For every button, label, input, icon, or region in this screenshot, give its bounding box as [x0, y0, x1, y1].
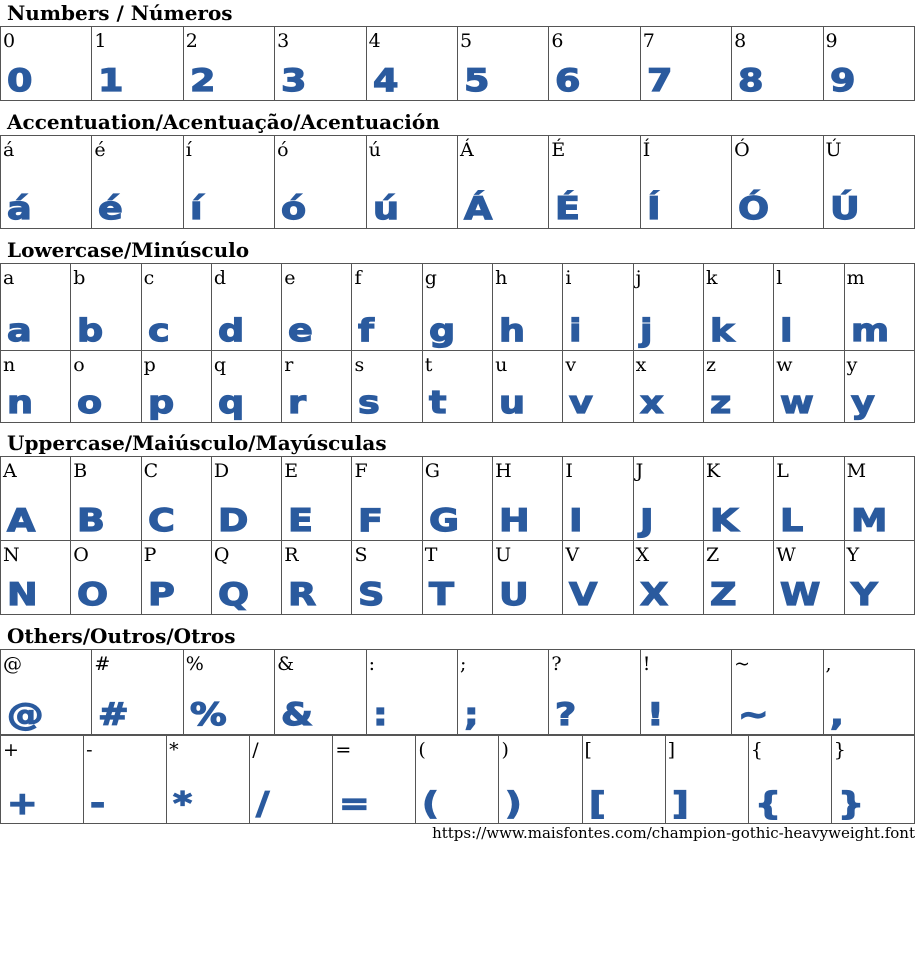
- glyph-sample: Ú: [829, 191, 860, 227]
- glyph-label: *: [169, 739, 179, 761]
- glyph-label: d: [213, 267, 227, 289]
- glyph-sample: l: [780, 313, 793, 349]
- glyph-cell: [1, 351, 71, 423]
- section-title-numbers: Numbers / Números: [7, 1, 233, 25]
- glyph-sample: #: [98, 697, 130, 733]
- glyph-label: &: [277, 653, 295, 675]
- glyph-cell: [703, 541, 773, 615]
- glyph-sample: 7: [646, 63, 673, 99]
- glyph-cell: [563, 457, 633, 541]
- glyph-cell: [422, 351, 492, 423]
- glyph-label: }: [833, 739, 846, 761]
- glyph-cell: [275, 27, 366, 101]
- glyph-sample: K: [709, 503, 739, 539]
- glyph-label: F: [354, 460, 368, 482]
- glyph-label: t: [424, 354, 433, 376]
- glyph-sample: p: [147, 385, 174, 421]
- glyph-cell: [282, 351, 352, 423]
- glyph-sample: U: [499, 577, 529, 613]
- glyph-sample: É: [555, 191, 581, 227]
- glyph-cell: [167, 736, 250, 824]
- glyph-sample: y: [850, 385, 875, 421]
- glyph-sample: o: [77, 385, 103, 421]
- glyph-cell: [633, 541, 703, 615]
- glyph-sample: ó: [281, 191, 307, 227]
- glyph-label: v: [565, 354, 577, 376]
- glyph-label: 6: [551, 30, 564, 52]
- glyph-label: e: [284, 267, 296, 289]
- glyph-sample: ~: [738, 697, 769, 733]
- glyph-cell: [823, 136, 914, 229]
- glyph-label: L: [776, 460, 789, 482]
- glyph-sample: Z: [709, 577, 737, 613]
- glyph-cell: [1, 264, 71, 351]
- glyph-sample: í: [189, 191, 203, 227]
- glyph-label: k: [705, 267, 718, 289]
- glyph-label: T: [424, 544, 438, 566]
- glyph-sample: g: [428, 313, 455, 349]
- table-row: [1, 264, 915, 351]
- glyph-label: ~: [734, 653, 751, 675]
- table-row: [1, 136, 915, 229]
- glyph-cell: [563, 264, 633, 351]
- glyph-label: [: [584, 739, 592, 761]
- glyph-cell: [633, 264, 703, 351]
- glyph-cell: [665, 736, 748, 824]
- section-title-lowercase: Lowercase/Minúsculo: [7, 238, 250, 262]
- glyph-cell: [352, 457, 422, 541]
- glyph-sample: x: [639, 385, 664, 421]
- glyph-label: Q: [213, 544, 230, 566]
- glyph-label: u: [495, 354, 508, 376]
- glyph-cell: [1, 650, 92, 735]
- glyph-label: ,: [825, 653, 832, 675]
- glyph-sample: b: [77, 313, 104, 349]
- glyph-cell: [92, 650, 183, 735]
- glyph-sample: W: [780, 577, 821, 613]
- glyph-sample: 9: [829, 63, 855, 99]
- glyph-label: @: [3, 653, 22, 675]
- glyph-label: P: [143, 544, 157, 566]
- glyph-label: E: [284, 460, 299, 482]
- glyph-cell: [282, 457, 352, 541]
- glyph-cell: [92, 136, 183, 229]
- glyph-sample: G: [428, 503, 459, 539]
- glyph-cell: [352, 541, 422, 615]
- glyph-sample: d: [217, 313, 245, 349]
- glyph-sample: R: [288, 577, 317, 613]
- glyph-cell: [703, 264, 773, 351]
- glyph-sample: r: [288, 385, 307, 421]
- glyph-label: M: [846, 460, 867, 482]
- glyph-label: J: [635, 460, 644, 482]
- glyph-label: /: [252, 739, 259, 761]
- section-title-uppercase: Uppercase/Maiúsculo/Mayúsculas: [7, 431, 387, 455]
- glyph-cell: [422, 457, 492, 541]
- glyph-sample: &: [281, 697, 314, 733]
- table-row: [1, 650, 915, 735]
- accents-grid: [0, 135, 915, 229]
- glyph-cell: [549, 27, 640, 101]
- glyph-cell: [703, 351, 773, 423]
- glyph-sample: q: [217, 385, 245, 421]
- glyph-cell: [416, 736, 499, 824]
- glyph-label: o: [73, 354, 85, 376]
- glyph-label: Ú: [825, 139, 842, 161]
- glyph-sample: H: [499, 503, 530, 539]
- glyph-label: ó: [277, 139, 289, 161]
- glyph-sample: X: [639, 577, 668, 613]
- numbers-grid: [0, 26, 915, 101]
- glyph-sample: 8: [738, 63, 764, 99]
- glyph-sample: T: [428, 577, 454, 613]
- glyph-label: q: [213, 354, 227, 376]
- glyph-label: 7: [642, 30, 655, 52]
- glyph-cell: [563, 351, 633, 423]
- glyph-cell: [703, 457, 773, 541]
- glyph-sample: á: [7, 191, 32, 227]
- glyph-cell: [774, 457, 844, 541]
- glyph-cell: [563, 541, 633, 615]
- glyph-cell: [141, 457, 211, 541]
- glyph-cell: [282, 541, 352, 615]
- glyph-cell: [141, 351, 211, 423]
- glyph-sample: Q: [217, 577, 249, 613]
- glyph-label: !: [642, 653, 651, 675]
- glyph-sample: P: [147, 577, 175, 613]
- glyph-label: ;: [459, 653, 467, 675]
- glyph-cell: [352, 351, 422, 423]
- glyph-cell: [633, 457, 703, 541]
- glyph-cell: [71, 457, 141, 541]
- glyph-label: #: [94, 653, 111, 675]
- glyph-label: w: [776, 354, 793, 376]
- glyph-cell: [1, 27, 92, 101]
- glyph-label: S: [354, 544, 368, 566]
- glyph-label: R: [284, 544, 299, 566]
- glyph-cell: [844, 541, 914, 615]
- glyph-label: r: [284, 354, 294, 376]
- glyph-sample: 0: [7, 63, 33, 99]
- glyph-sample: %: [189, 697, 227, 733]
- glyph-label: 0: [3, 30, 16, 52]
- section-title-accents: Accentuation/Acentuação/Acentuación: [7, 110, 440, 134]
- glyph-sample: u: [499, 385, 526, 421]
- glyph-cell: [823, 27, 914, 101]
- glyph-cell: [774, 264, 844, 351]
- glyph-cell: [141, 264, 211, 351]
- glyph-sample: S: [358, 577, 385, 613]
- glyph-sample: é: [98, 191, 124, 227]
- glyph-sample: s: [358, 385, 381, 421]
- glyph-sample: {: [754, 786, 781, 822]
- others-grid-2: [0, 735, 915, 824]
- glyph-label: s: [354, 354, 365, 376]
- glyph-label: Á: [459, 139, 474, 161]
- glyph-sample: *: [173, 786, 193, 822]
- glyph-label: Í: [642, 139, 651, 161]
- glyph-sample: f: [358, 313, 375, 349]
- glyph-sample: ?: [555, 697, 577, 733]
- glyph-sample: L: [780, 503, 804, 539]
- glyph-sample: M: [850, 503, 887, 539]
- glyph-cell: [1, 457, 71, 541]
- glyph-label: c: [143, 267, 155, 289]
- table-row: [1, 736, 915, 824]
- glyph-cell: [422, 264, 492, 351]
- glyph-sample: ]: [671, 786, 689, 822]
- glyph-label: z: [705, 354, 716, 376]
- glyph-label: V: [565, 544, 580, 566]
- glyph-sample: F: [358, 503, 384, 539]
- uppercase-grid: [0, 456, 915, 615]
- glyph-sample: N: [7, 577, 38, 613]
- glyph-cell: [333, 736, 416, 824]
- glyph-label: Y: [846, 544, 860, 566]
- glyph-sample: /: [256, 786, 270, 822]
- glyph-label: B: [73, 460, 88, 482]
- glyph-sample: h: [499, 313, 526, 349]
- glyph-label: m: [846, 267, 865, 289]
- glyph-sample: ): [505, 786, 523, 822]
- glyph-sample: =: [339, 786, 370, 822]
- glyph-label: f: [354, 267, 362, 289]
- glyph-label: K: [705, 460, 721, 482]
- glyph-sample: 1: [98, 63, 124, 99]
- glyph-cell: [633, 351, 703, 423]
- glyph-cell: [183, 650, 274, 735]
- glyph-sample: J: [639, 503, 654, 539]
- glyph-label: h: [495, 267, 508, 289]
- glyph-cell: [640, 136, 731, 229]
- glyph-sample: w: [780, 385, 815, 421]
- glyph-sample: Á: [463, 191, 493, 227]
- others-grid-1: [0, 649, 915, 735]
- glyph-sample: E: [288, 503, 314, 539]
- glyph-label: N: [3, 544, 20, 566]
- glyph-label: á: [3, 139, 15, 161]
- glyph-cell: [493, 457, 563, 541]
- glyph-cell: [493, 264, 563, 351]
- glyph-sample: A: [7, 503, 36, 539]
- glyph-label: Z: [705, 544, 720, 566]
- glyph-label: É: [551, 139, 566, 161]
- glyph-sample: t: [428, 385, 447, 421]
- table-row: [1, 351, 915, 423]
- glyph-cell: [457, 27, 548, 101]
- glyph-sample: ú: [372, 191, 399, 227]
- glyph-sample: n: [7, 385, 34, 421]
- glyph-label: Ó: [734, 139, 750, 161]
- glyph-cell: [366, 650, 457, 735]
- glyph-cell: [141, 541, 211, 615]
- glyph-cell: [844, 351, 914, 423]
- glyph-label: =: [335, 739, 352, 761]
- glyph-cell: [774, 541, 844, 615]
- glyph-cell: [823, 650, 914, 735]
- glyph-sample: C: [147, 503, 175, 539]
- glyph-sample: B: [77, 503, 106, 539]
- glyph-cell: [250, 736, 333, 824]
- glyph-label: p: [143, 354, 156, 376]
- glyph-label: -: [86, 739, 93, 761]
- glyph-sample: v: [569, 385, 594, 421]
- section-title-others: Others/Outros/Otros: [7, 624, 236, 648]
- glyph-cell: [366, 27, 457, 101]
- glyph-cell: [211, 457, 281, 541]
- table-row: [1, 457, 915, 541]
- glyph-cell: [422, 541, 492, 615]
- glyph-cell: [748, 736, 831, 824]
- glyph-label: g: [424, 267, 437, 289]
- glyph-sample: I: [569, 503, 584, 539]
- glyph-cell: [211, 264, 281, 351]
- glyph-label: y: [846, 354, 858, 376]
- glyph-cell: [183, 27, 274, 101]
- glyph-cell: [1, 736, 84, 824]
- glyph-label: ): [501, 739, 509, 761]
- glyph-sample: Í: [646, 191, 661, 227]
- table-row: [1, 27, 915, 101]
- glyph-label: D: [213, 460, 230, 482]
- glyph-cell: [549, 650, 640, 735]
- glyph-label: H: [495, 460, 512, 482]
- glyph-label: %: [185, 653, 204, 675]
- glyph-label: 5: [459, 30, 473, 52]
- glyph-cell: [211, 541, 281, 615]
- glyph-sample: @: [7, 697, 44, 733]
- glyph-sample: 5: [463, 63, 490, 99]
- glyph-label: l: [776, 267, 783, 289]
- glyph-label: (: [418, 739, 426, 761]
- glyph-sample: a: [7, 313, 32, 349]
- glyph-cell: [92, 27, 183, 101]
- glyph-sample: c: [147, 313, 170, 349]
- glyph-cell: [493, 351, 563, 423]
- glyph-cell: [732, 136, 823, 229]
- glyph-label: O: [73, 544, 89, 566]
- glyph-label: 9: [825, 30, 838, 52]
- glyph-cell: [774, 351, 844, 423]
- glyph-cell: [457, 650, 548, 735]
- glyph-sample: [: [588, 786, 606, 822]
- glyph-label: 1: [94, 30, 107, 52]
- glyph-cell: [71, 351, 141, 423]
- glyph-label: i: [565, 267, 572, 289]
- glyph-label: é: [94, 139, 106, 161]
- glyph-sample: Y: [850, 577, 878, 613]
- source-url: https://www.maisfontes.com/champion-gothic-heavyweight.font: [432, 824, 915, 842]
- glyph-cell: [366, 136, 457, 229]
- glyph-cell: [582, 736, 665, 824]
- glyph-sample: (: [422, 786, 440, 822]
- glyph-cell: [493, 541, 563, 615]
- glyph-sample: j: [639, 313, 653, 349]
- glyph-sample: e: [288, 313, 314, 349]
- glyph-sample: +: [7, 786, 38, 822]
- glyph-sample: 4: [372, 63, 399, 99]
- glyph-label: a: [3, 267, 15, 289]
- glyph-label: 3: [277, 30, 290, 52]
- glyph-sample: k: [709, 313, 735, 349]
- glyph-sample: O: [77, 577, 109, 613]
- glyph-label: C: [143, 460, 159, 482]
- glyph-sample: Ó: [738, 191, 770, 227]
- glyph-cell: [275, 136, 366, 229]
- glyph-label: {: [750, 739, 763, 761]
- glyph-cell: [732, 27, 823, 101]
- glyph-label: j: [635, 267, 642, 289]
- glyph-label: ]: [667, 739, 676, 761]
- glyph-label: n: [3, 354, 16, 376]
- glyph-label: 4: [368, 30, 381, 52]
- glyph-cell: [71, 541, 141, 615]
- glyph-label: +: [3, 739, 19, 761]
- glyph-sample: m: [850, 313, 889, 349]
- glyph-label: 2: [185, 30, 198, 52]
- glyph-sample: D: [217, 503, 249, 539]
- glyph-sample: ,: [829, 697, 844, 733]
- glyph-sample: 3: [281, 63, 307, 99]
- glyph-cell: [1, 541, 71, 615]
- glyph-cell: [84, 736, 167, 824]
- glyph-label: W: [776, 544, 796, 566]
- glyph-label: ?: [551, 653, 562, 675]
- glyph-label: :: [368, 653, 375, 675]
- glyph-cell: [352, 264, 422, 351]
- glyph-sample: V: [569, 577, 598, 613]
- glyph-cell: [457, 136, 548, 229]
- glyph-cell: [844, 457, 914, 541]
- glyph-label: b: [73, 267, 86, 289]
- glyph-cell: [549, 136, 640, 229]
- table-row: [1, 541, 915, 615]
- glyph-cell: [282, 264, 352, 351]
- glyph-sample: 2: [189, 63, 216, 99]
- glyph-sample: }: [837, 786, 864, 822]
- glyph-sample: ;: [463, 697, 479, 733]
- glyph-cell: [183, 136, 274, 229]
- glyph-sample: i: [569, 313, 582, 349]
- glyph-label: ú: [368, 139, 381, 161]
- glyph-cell: [1, 136, 92, 229]
- glyph-sample: 6: [555, 63, 581, 99]
- glyph-cell: [499, 736, 582, 824]
- glyph-label: x: [635, 354, 647, 376]
- glyph-cell: [640, 650, 731, 735]
- glyph-sample: :: [372, 697, 388, 733]
- glyph-sample: z: [709, 385, 732, 421]
- glyph-label: 8: [734, 30, 747, 52]
- glyph-label: U: [495, 544, 512, 566]
- glyph-label: A: [3, 460, 17, 482]
- glyph-cell: [640, 27, 731, 101]
- glyph-cell: [732, 650, 823, 735]
- glyph-label: X: [635, 544, 650, 566]
- glyph-sample: !: [646, 697, 664, 733]
- glyph-label: G: [424, 460, 440, 482]
- glyph-cell: [211, 351, 281, 423]
- glyph-sample: -: [90, 786, 106, 822]
- glyph-cell: [71, 264, 141, 351]
- glyph-cell: [831, 736, 914, 824]
- glyph-label: í: [185, 139, 192, 161]
- glyph-label: I: [565, 460, 573, 482]
- glyph-cell: [275, 650, 366, 735]
- glyph-cell: [844, 264, 914, 351]
- lowercase-grid: [0, 263, 915, 423]
